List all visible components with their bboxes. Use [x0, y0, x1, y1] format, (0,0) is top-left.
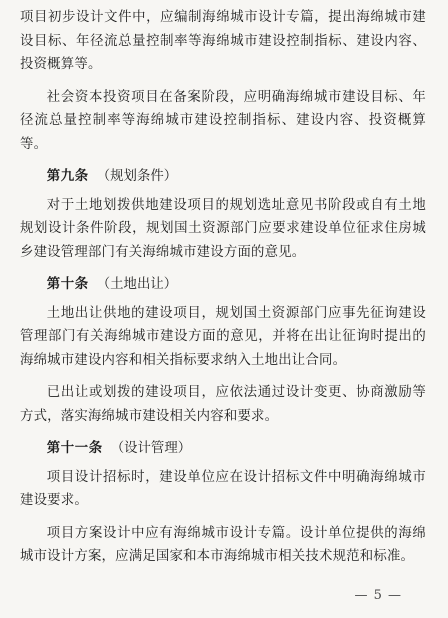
paragraph-design-scheme: 项目方案设计中应有海绵城市设计专篇。设计单位提供的海绵城市设计方案，应满足国家和本市海绵城市相关技术规范和标准。: [20, 525, 426, 564]
article-heading-10: [20, 273, 426, 297]
article-title: （规划条件）: [96, 169, 178, 184]
article-heading-9: [20, 165, 426, 189]
paragraph-existing-projects: 已出让或划拨的建设项目，应依法通过设计变更、协商激励等方式，落实海绵城市建设相关内容和要求。: [20, 385, 426, 424]
paragraph-planning-conditions: 对于土地划拨供地建设项目的规划选址意见书阶段或自有土地规划设计条件阶段，规划国土资源部门应要求建设单位征求住房城乡建设管理部门有关海绵城市建设方面的意见。: [20, 197, 426, 260]
article-number: 第十条: [46, 276, 89, 292]
page-number: — 5 —: [354, 588, 402, 603]
article-number: 第十一条: [46, 440, 103, 456]
paragraph-social-capital: 社会资本投资项目在备案阶段，应明确海绵城市建设目标、年径流总量控制率等海绵城市建设控制指标、建设内容、投资概算等。: [20, 89, 426, 152]
paragraph-land-transfer: 土地出让供地的建设项目，规划国土资源部门应事先征询建设管理部门有关海绵城市建设方面的意见，并将在出让征询时提出的海绵城市建设内容和相关指标要求纳入土地出让合同。: [20, 305, 426, 368]
article-title: （设计管理）: [110, 441, 192, 456]
article-heading-11: [20, 437, 426, 461]
article-number: 第九条: [46, 168, 89, 184]
paragraph-intro-continued: 项目初步设计文件中，应编制海绵城市设计专篇，提出海绵城市建设目标、年径流总量控制率等海绵城市建设控制指标、建设内容、投资概算等。: [20, 10, 426, 72]
article-title: （土地出让）: [96, 277, 178, 292]
paragraph-design-tender: 项目设计招标时，建设单位应在设计招标文件中明确海绵城市建设要求。: [20, 469, 426, 508]
